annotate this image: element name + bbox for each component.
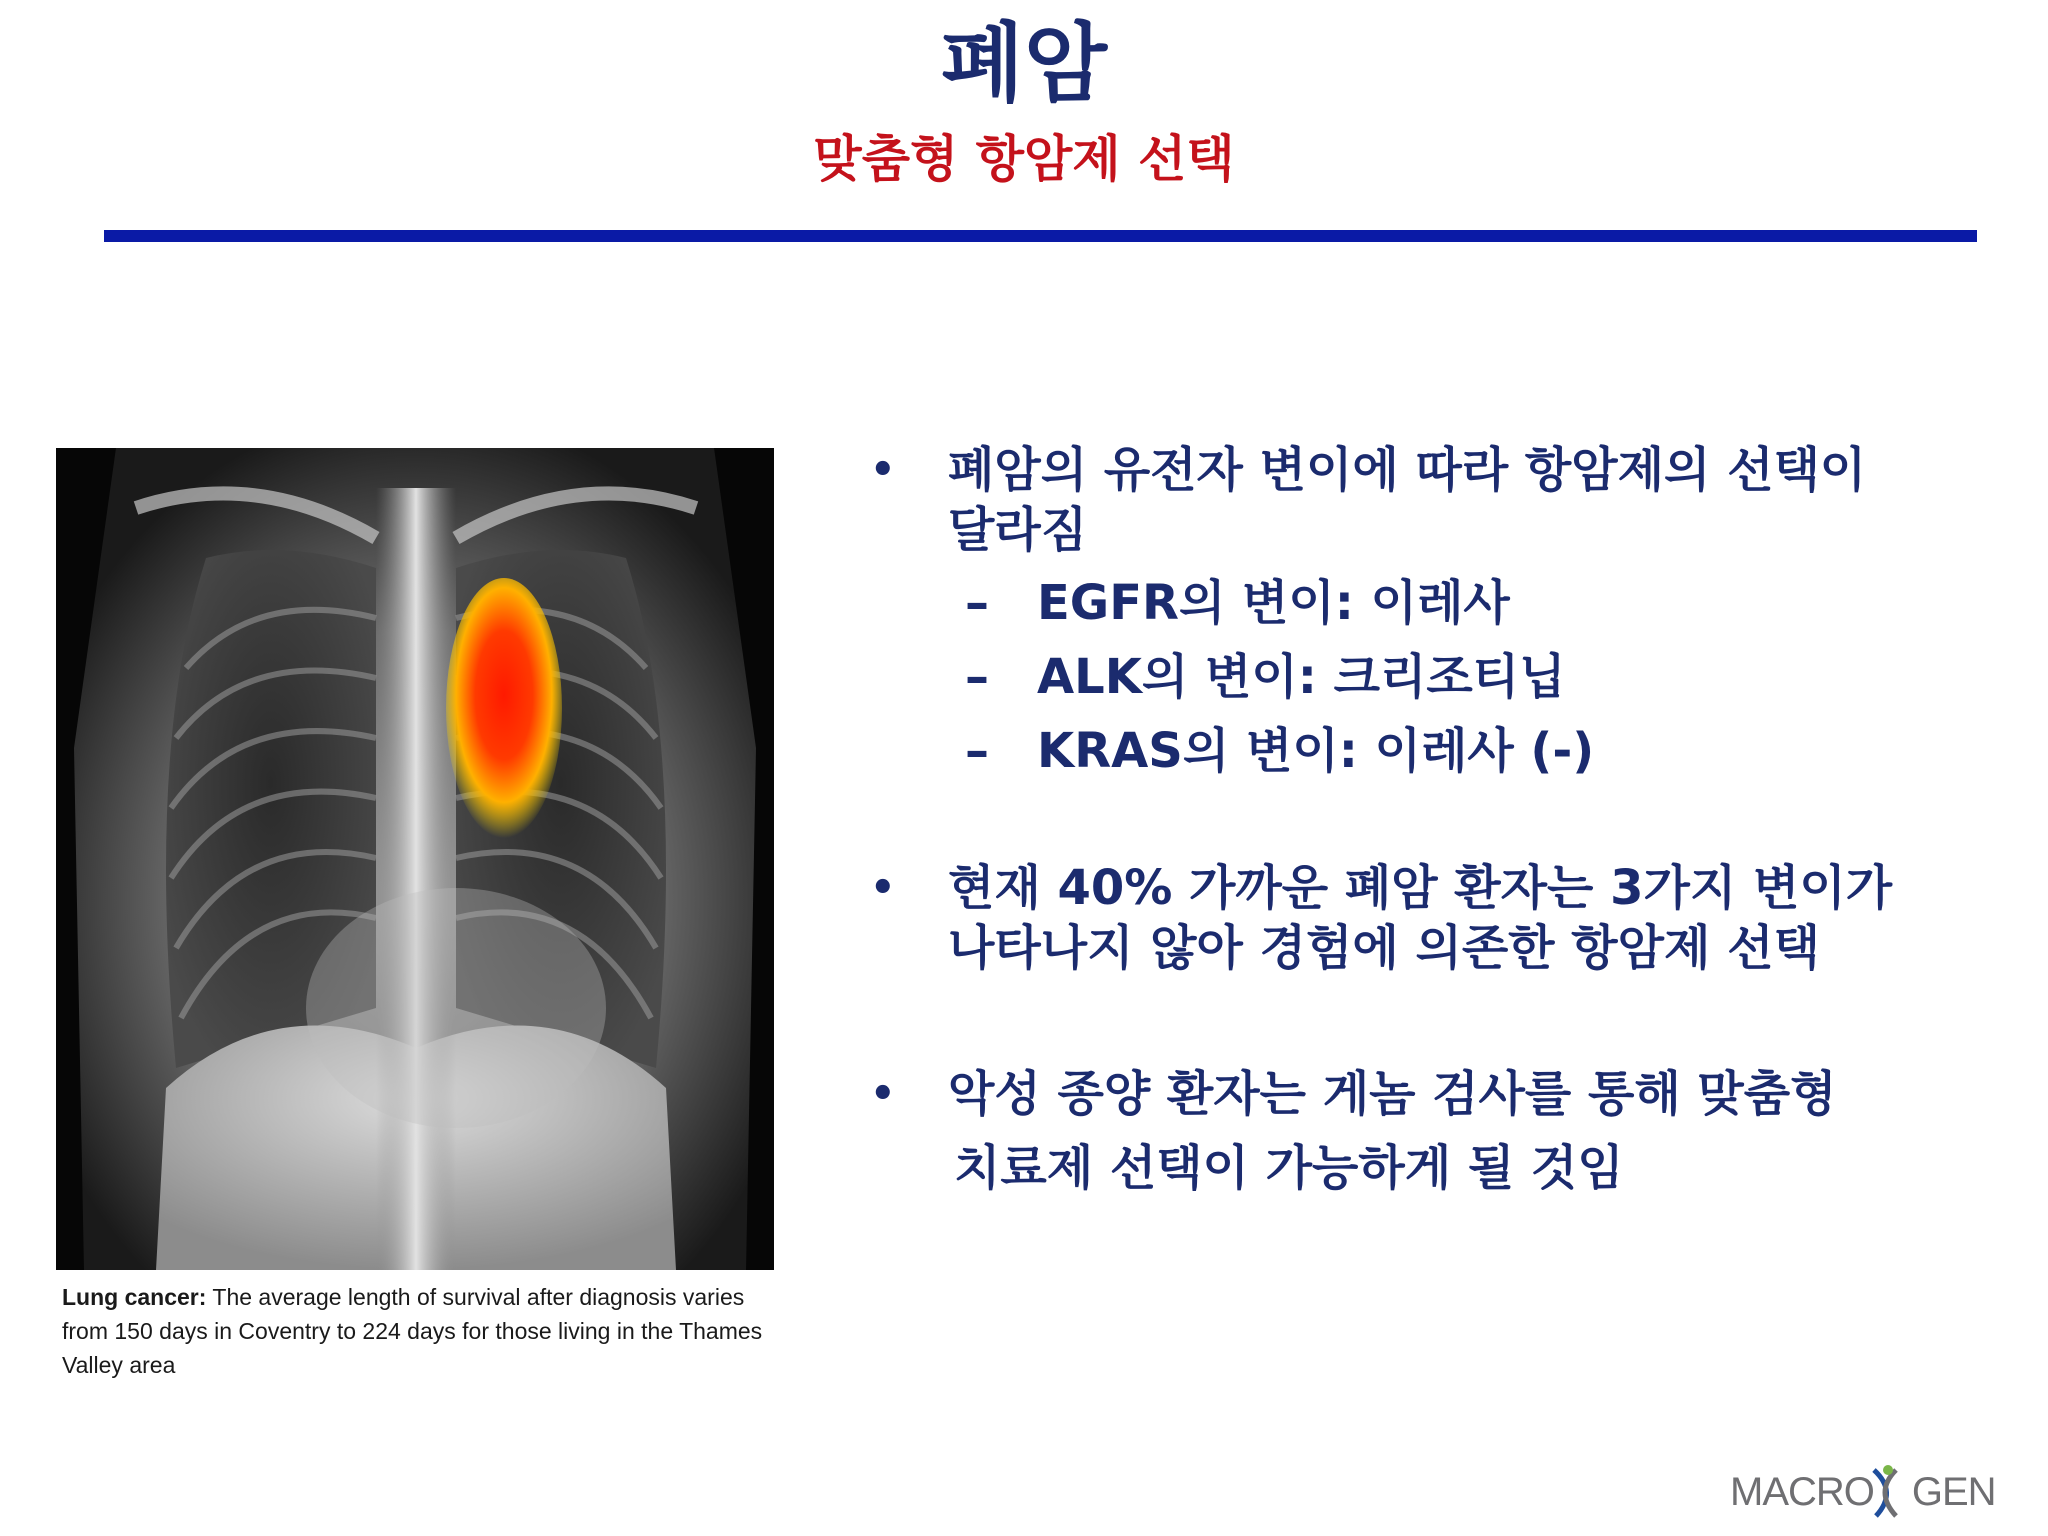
bullet-item [860, 1064, 2010, 1198]
bullet-line: 나타나지 않아 경험에 의존한 항암제 선택 [948, 920, 1820, 976]
sub-bullet-text: KRAS의 변이: 이레사 (-) [1037, 723, 1595, 779]
dash-marker: – [965, 575, 989, 631]
bullet-line: 폐암의 유전자 변이에 따라 항암제의 선택이 [948, 442, 1867, 498]
dash-marker: – [965, 649, 989, 705]
sub-bullet-item [860, 566, 2010, 640]
macrogen-logo [1730, 1464, 2020, 1520]
chest-xray-image [56, 448, 774, 1270]
bullet-dot: • [870, 865, 896, 911]
logo-text-left: MACRO [1730, 1470, 1874, 1514]
sub-bullet-text: ALK의 변이: 크리조티닙 [1037, 649, 1566, 705]
sub-bullet-text: EGFR의 변이: 이레사 [1037, 575, 1510, 631]
sub-bullet-item [860, 714, 2010, 788]
logo-text-right: GEN [1911, 1470, 1996, 1514]
bullet-dot: • [870, 447, 896, 493]
title-divider [104, 230, 1977, 242]
figure-caption [62, 1280, 782, 1382]
bullet-dot: • [870, 1071, 896, 1117]
caption-lead: Lung cancer: [62, 1284, 207, 1310]
dash-marker: – [965, 723, 989, 779]
sub-bullet-list [860, 566, 2010, 788]
dna-helix-icon [1866, 1464, 1906, 1520]
caption-text: The average length of survival after diagnosis varies from 150 days in Coventry to 224 days for those living in the Thames Valley area [62, 1284, 763, 1378]
bullet-item [860, 440, 2010, 560]
bullet-line: 달라짐 [948, 502, 1088, 558]
bullet-line: 악성 종양 환자는 게놈 검사를 통해 맞춤형 [948, 1066, 1837, 1122]
slide-title: 폐암 [940, 14, 1108, 114]
sub-bullet-item [860, 640, 2010, 714]
bullet-line: 현재 40% 가까운 폐암 환자는 3가지 변이가 [948, 860, 1893, 916]
bullet-line: 치료제 선택이 가능하게 될 것임 [954, 1140, 1624, 1196]
slide-subtitle: 맞춤형 항암제 선택 [813, 130, 1235, 188]
bullet-item [860, 858, 2010, 978]
bullet-list [860, 440, 2010, 1198]
